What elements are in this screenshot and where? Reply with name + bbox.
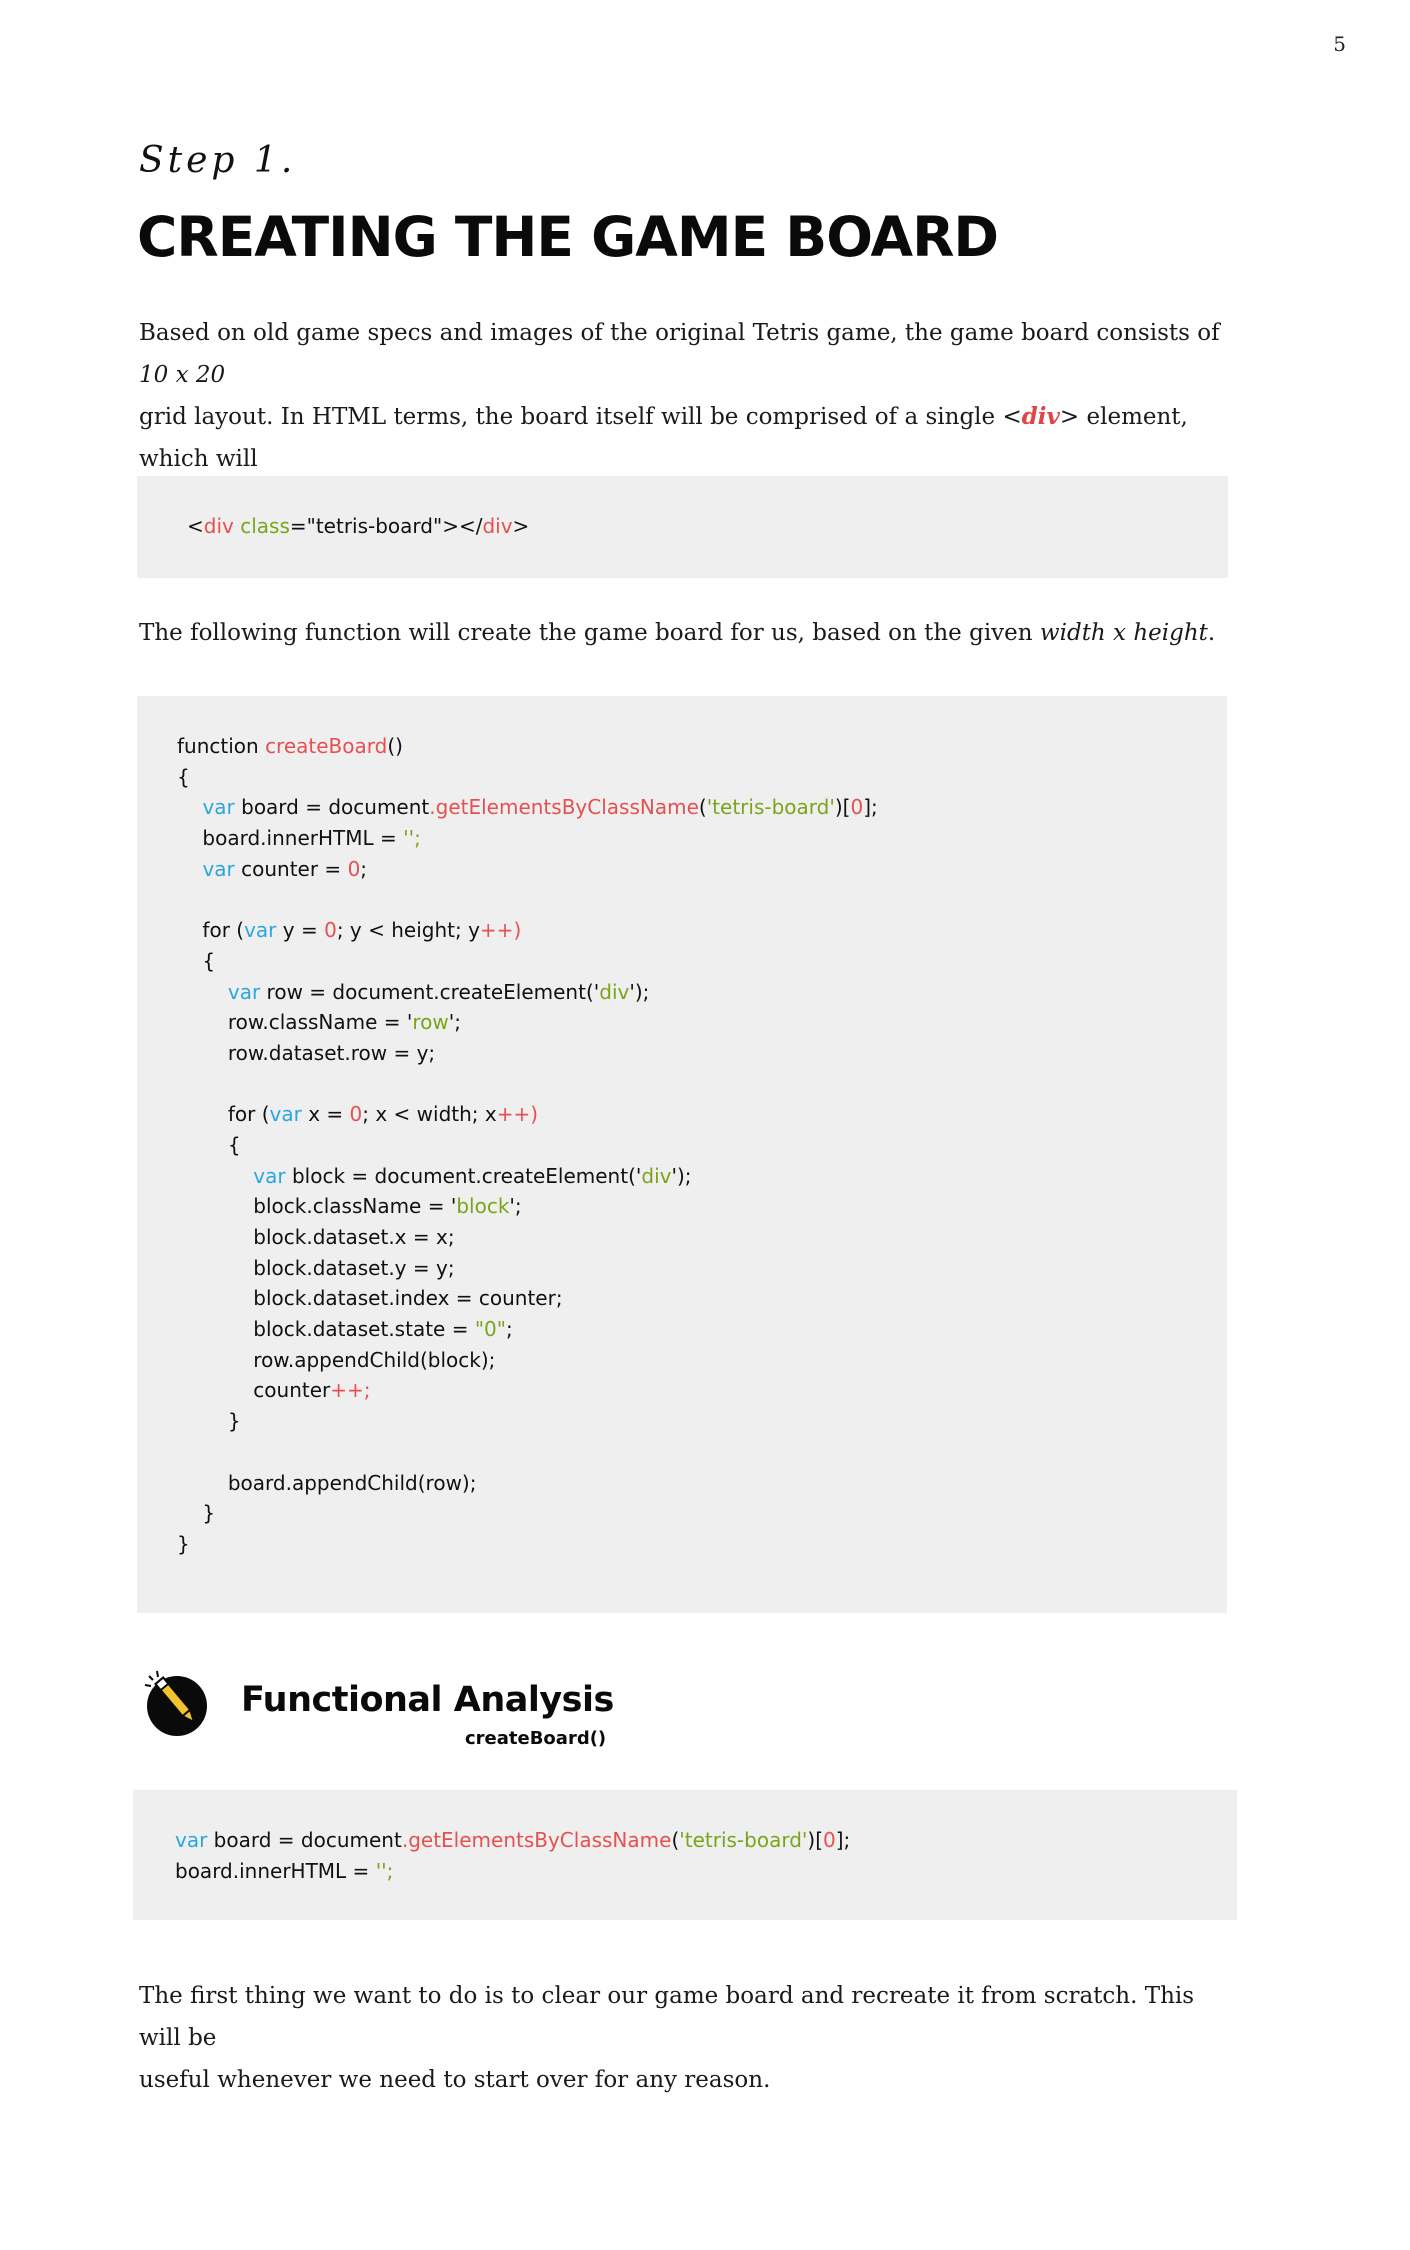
code-line: for (var x = 0; x < width; x++) [177,1102,539,1127]
intro-line-1: Based on old game specs and images of the original Tetris game, the game board consists of 10 x 20 [139,320,1220,388]
outro-paragraph [139,1975,1239,2101]
outro-line-1: The first thing we want to do is to clear our game board and recreate it from scratch. This will be [139,1983,1195,2051]
code-line: { [177,1132,241,1157]
code-line: row.appendChild(block); [177,1347,496,1372]
code-line: { [177,764,190,789]
code-line: board.innerHTML = ''; [175,1858,394,1883]
intro-line-2: grid layout. In HTML terms, the board itself will be comprised of a single <div> element, which will [139,403,1188,472]
code-line: var counter = 0; [202,856,368,881]
code-line: block.dataset.state = "0"; [177,1317,513,1342]
following-paragraph: The following function will create the game board for us, based on the given width x height. [139,620,1216,646]
code-line: var board = document.getElementsByClassName('tetris-board')[0]; [175,1828,851,1852]
page-title: CREATING THE GAME BOARD [137,205,999,269]
code-line: block.dataset.y = y; [177,1255,455,1280]
code-line-blank [177,1437,1227,1468]
code-line: row.dataset.row = y; [177,1040,436,1065]
code-line: var board = document.getElementsByClassName('tetris-board')[0]; [202,795,878,820]
code-line: row.className = 'row'; [177,1010,462,1035]
code-line: } [177,1501,216,1526]
code-line: board.appendChild(row); [177,1470,477,1495]
code-line: block.className = 'block'; [177,1194,522,1219]
code-line: for (var y = 0; y < height; y++) [177,918,522,943]
functional-analysis-title: Functional Analysis [241,1680,614,1720]
code-line: { [177,948,216,973]
code-line: } [177,1409,241,1434]
code-line: <div class="tetris-board"></div> [187,514,530,538]
code-line: var block = document.createElement('div'); [253,1163,692,1188]
code-line-blank [177,1069,1227,1100]
code-line: block.dataset.x = x; [177,1225,455,1249]
code-snippet-board-div [137,476,1228,578]
page-number: 5 [1333,32,1346,56]
pencil-icon [143,1668,213,1738]
code-block-create-board [137,696,1227,1613]
code-line-blank [177,884,1227,915]
code-line: var row = document.createElement('div'); [227,979,650,1004]
code-line: counter++; [177,1378,371,1403]
code-line: board.innerHTML = ''; [177,826,421,851]
step-label: Step 1. [139,140,297,181]
code-block-analysis [133,1790,1237,1920]
functional-analysis-subtitle: createBoard() [465,1728,607,1749]
functional-analysis-header [143,1668,643,1758]
outro-line-2: useful whenever we need to start over for any reason. [139,2067,771,2093]
code-line: } [177,1531,190,1556]
code-line: block.dataset.index = counter; [177,1286,563,1311]
code-line: function createBoard() [177,734,403,758]
